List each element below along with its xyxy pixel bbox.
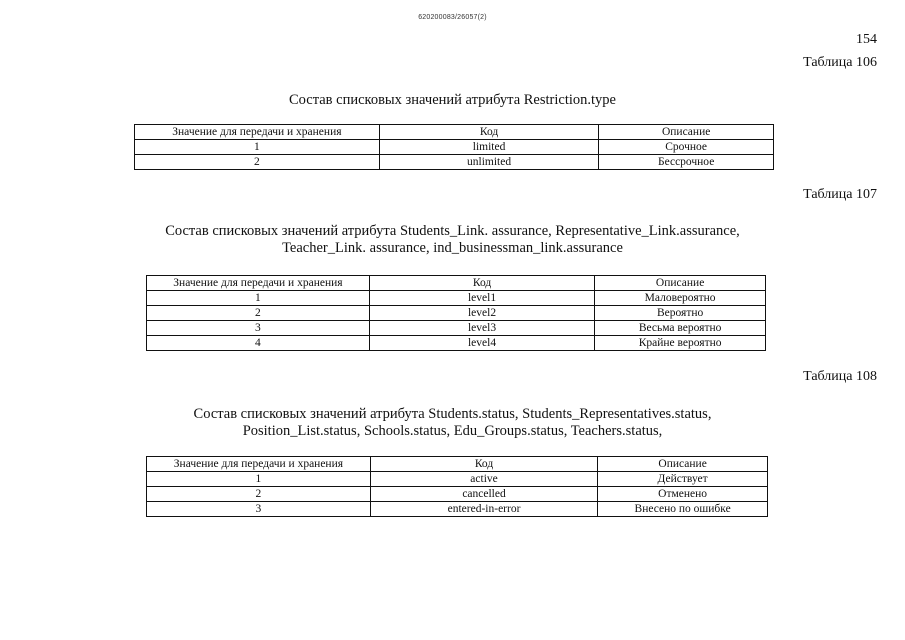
- cell-description: Крайне вероятно: [595, 336, 766, 351]
- cell-value: 1: [147, 291, 370, 306]
- table-row: [135, 140, 774, 155]
- table-header-row: [147, 276, 766, 291]
- caption-line: Состав списковых значений атрибута Restriction.type: [289, 92, 616, 108]
- cell-value: 3: [147, 321, 370, 336]
- column-header-code: Код: [370, 457, 597, 472]
- page-number: 154: [856, 32, 877, 47]
- cell-description: Вероятно: [595, 306, 766, 321]
- column-header-value: Значение для передачи и хранения: [147, 276, 370, 291]
- cell-code: level3: [369, 321, 594, 336]
- column-header-description: Описание: [599, 125, 774, 140]
- cell-description: Срочное: [599, 140, 774, 155]
- column-header-description: Описание: [595, 276, 766, 291]
- cell-code: limited: [379, 140, 599, 155]
- column-header-code: Код: [379, 125, 599, 140]
- table-row: [147, 321, 766, 336]
- column-header-code: Код: [369, 276, 594, 291]
- cell-description: Весьма вероятно: [595, 321, 766, 336]
- cell-description: Бессрочное: [599, 155, 774, 170]
- caption-line: Состав списковых значений атрибута Students_Link. assurance, Representative_Link.assurance,: [165, 223, 740, 239]
- table-106: [134, 124, 774, 170]
- cell-value: 1: [135, 140, 380, 155]
- caption-line: Position_List.status, Schools.status, Edu_Groups.status, Teachers.status,: [242, 423, 663, 439]
- table-107: [146, 275, 766, 351]
- cell-value: 1: [147, 472, 371, 487]
- table-row: [135, 155, 774, 170]
- table-row: [147, 502, 768, 517]
- column-header-value: Значение для передачи и хранения: [135, 125, 380, 140]
- table-row: [147, 291, 766, 306]
- cell-value: 2: [135, 155, 380, 170]
- table-106-caption: [0, 92, 905, 109]
- caption-line: Teacher_Link. assurance, ind_businessman_link.assurance: [282, 240, 623, 256]
- table-row: [147, 306, 766, 321]
- cell-value: 2: [147, 306, 370, 321]
- document-id: 620200083/26057(2): [418, 14, 487, 21]
- cell-description: Отменено: [598, 487, 768, 502]
- cell-value: 4: [147, 336, 370, 351]
- cell-value: 3: [147, 502, 371, 517]
- table-row: [147, 487, 768, 502]
- cell-description: Внесено по ошибке: [598, 502, 768, 517]
- table-row: [147, 472, 768, 487]
- table-108: [146, 456, 768, 517]
- cell-code: level2: [369, 306, 594, 321]
- table-row: [147, 336, 766, 351]
- cell-description: Маловероятно: [595, 291, 766, 306]
- cell-code: level1: [369, 291, 594, 306]
- table-107-caption: [0, 223, 905, 257]
- cell-value: 2: [147, 487, 371, 502]
- table-108-label: Таблица 108: [803, 369, 877, 384]
- table-106-label: Таблица 106: [803, 55, 877, 70]
- caption-line: Состав списковых значений атрибута Students.status, Students_Representatives.status,: [193, 406, 712, 422]
- cell-description: Действует: [598, 472, 768, 487]
- table-108-caption: [0, 406, 905, 440]
- table-107-label: Таблица 107: [803, 187, 877, 202]
- cell-code: cancelled: [370, 487, 597, 502]
- cell-code: active: [370, 472, 597, 487]
- table-header-row: [135, 125, 774, 140]
- table-header-row: [147, 457, 768, 472]
- cell-code: level4: [369, 336, 594, 351]
- cell-code: unlimited: [379, 155, 599, 170]
- cell-code: entered-in-error: [370, 502, 597, 517]
- column-header-value: Значение для передачи и хранения: [147, 457, 371, 472]
- column-header-description: Описание: [598, 457, 768, 472]
